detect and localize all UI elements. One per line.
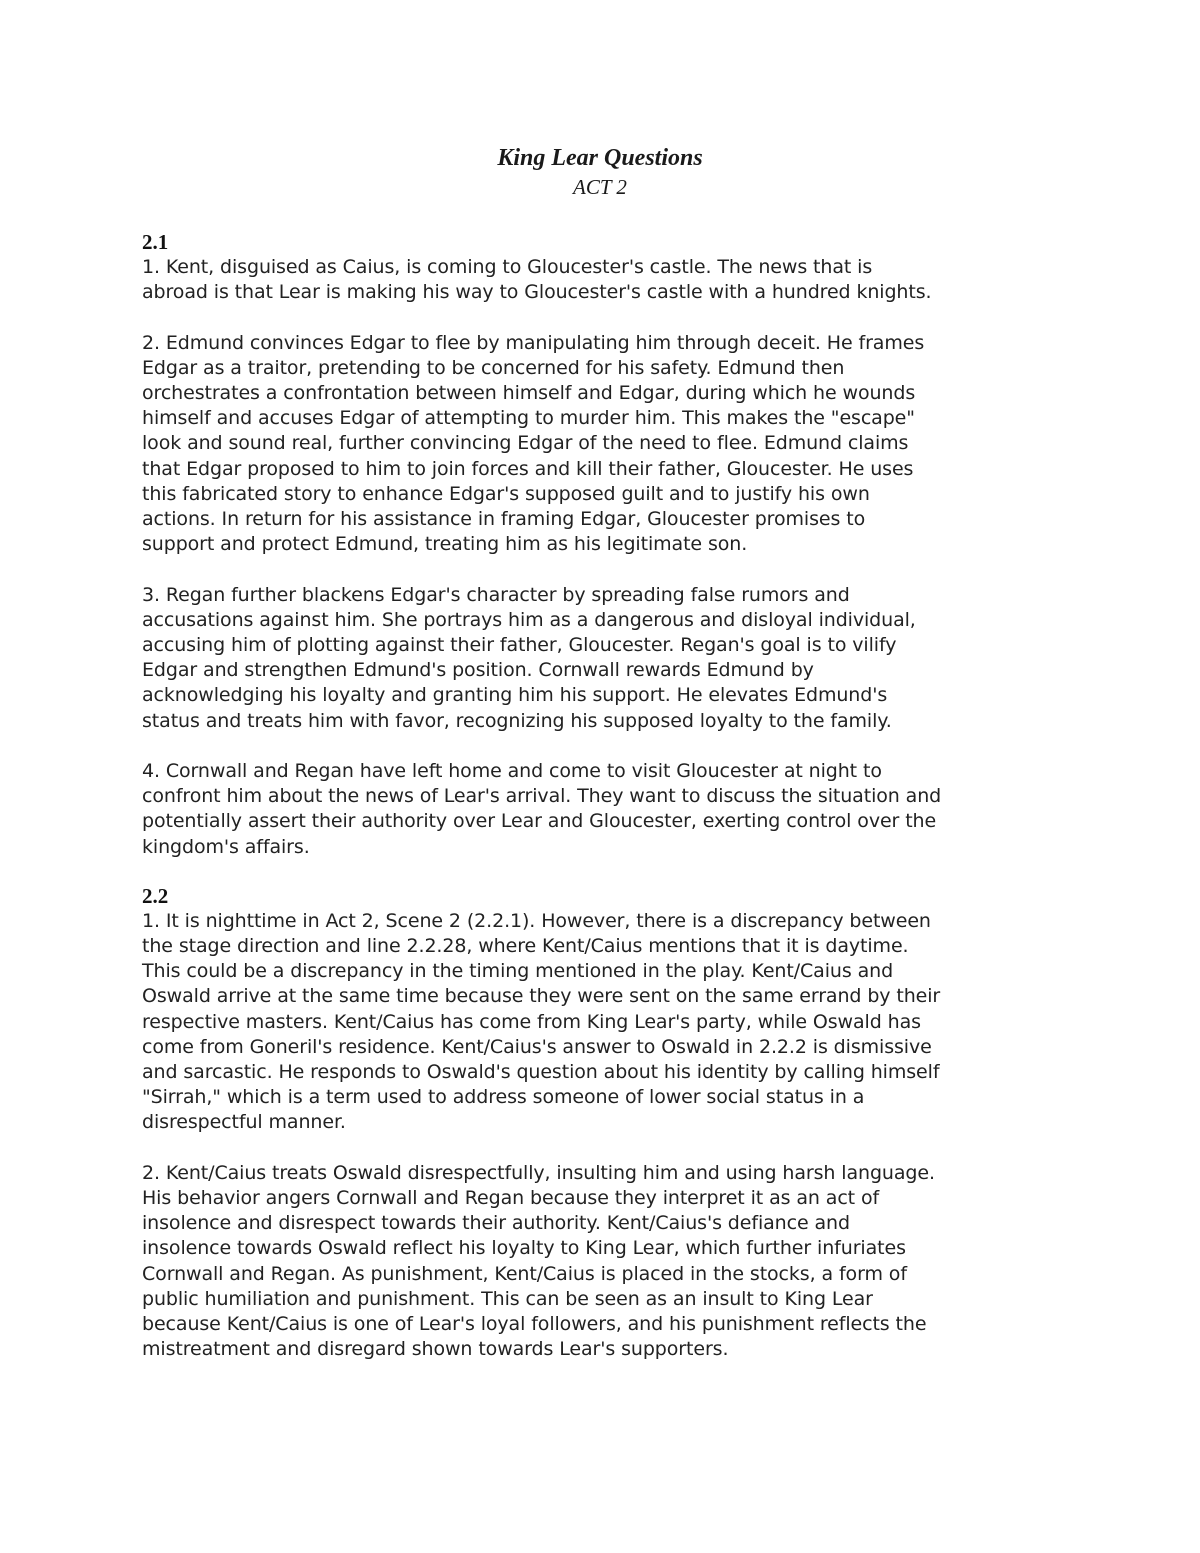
document-body — [142, 230, 1082, 1362]
section-gap — [142, 860, 1082, 884]
document-title: King Lear Questions — [497, 145, 703, 171]
paragraph-gap — [142, 1136, 1082, 1161]
answer-paragraph: 4. Cornwall and Regan have left home and come to visit Gloucester at night to confront him about the news of Lear's arrival. They want to discuss the situation and potentially assert their authority over Lear and Gloucester, exerting control over the kingdom's affairs. — [142, 760, 942, 858]
section-heading: 2.1 — [142, 230, 169, 254]
section-2-2 — [142, 884, 1082, 1363]
answer-paragraph: 2. Edmund convinces Edgar to flee by manipulating him through deceit. He frames Edgar as a traitor, pretending to be concerned for his safety. Edmund then orchestrates a confrontation between himself and Edgar, during which he wounds himself and accuses Edgar of attempting to murder him. This makes the "escape" look and sound real, further convincing Edgar of the need to flee. Edmund claims that Edgar proposed to him to join forces and kill their father, Gloucester. He uses this fabricated story to enhance Edgar's supposed guilt and to justify his own actions. In return for his assistance in framing Edgar, Gloucester promises to support and protect Edmund, treating him as his legitimate son. — [142, 331, 925, 556]
answer-paragraph: 1. Kent, disguised as Caius, is coming to Gloucester's castle. The news that is abroad is that Lear is making his way to Gloucester's castle with a hundred knights. — [142, 256, 932, 304]
answer-paragraph: 3. Regan further blackens Edgar's character by spreading false rumors and accusations against him. She portrays him as a dangerous and disloyal individual, accusing him of plotting against their father, Gloucester. Regan's goal is to vilify Edgar and strengthen Edmund's position. Cornwall rewards Edmund by acknowledging his loyalty and granting him his support. He elevates Edmund's status and treats him with favor, recognizing his supposed loyalty to the family. — [142, 583, 916, 732]
paragraph-gap — [142, 305, 1082, 330]
answer-paragraph: 1. It is nighttime in Act 2, Scene 2 (2.2.1). However, there is a discrepancy between the stage direction and line 2.2.28, where Kent/Caius mentions that it is daytime. This could be a discrepancy in the timing mentioned in the play. Kent/Caius and Oswald arrive at the same time because they were sent on the same errand by their respective masters. Kent/Caius has come from King Lear's party, while Oswald has come from Goneril's residence. Kent/Caius's answer to Oswald in 2.2.2 is dismissive and sarcastic. He responds to Oswald's question about his identity by calling himself "Sirrah," which is a term used to address someone of lower social status in a disrespectful manner. — [142, 909, 941, 1134]
title-block — [0, 143, 1200, 201]
section-2-1 — [142, 230, 1082, 860]
paragraph-gap — [142, 557, 1082, 582]
paragraph-gap — [142, 734, 1082, 759]
document-subtitle: ACT 2 — [573, 175, 627, 199]
section-heading: 2.2 — [142, 883, 169, 908]
answer-paragraph: 2. Kent/Caius treats Oswald disrespectfully, insulting him and using harsh language. His behavior angers Cornwall and Regan because they interpret it as an act of insolence and disrespect towards their authority. Kent/Caius's defiance and insolence towards Oswald reflect his loyalty to King Lear, which further infuriates Cornwall and Regan. As punishment, Kent/Caius is placed in the stocks, a form of public humiliation and punishment. This can be seen as an insult to King Lear because Kent/Caius is one of Lear's loyal followers, and his punishment reflects the mistreatment and disregard shown towards Lear's supporters. — [142, 1161, 935, 1361]
